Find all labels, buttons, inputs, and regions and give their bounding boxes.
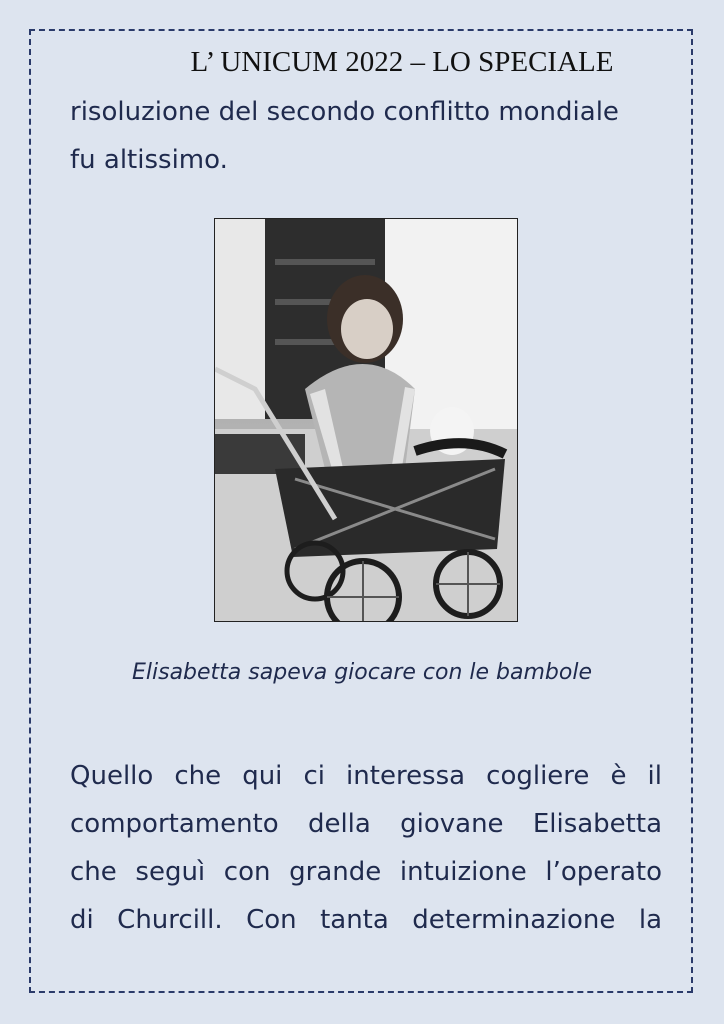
body-line: che seguì con grande intuizione l’operato	[70, 857, 662, 887]
photo-illustration	[215, 219, 518, 622]
page-header	[0, 46, 724, 79]
photo-caption: Elisabetta sapeva giocare con le bambole	[131, 660, 592, 685]
body-paragraph	[70, 752, 662, 944]
body-line: di Churcill. Con tanta determinazione la	[70, 905, 662, 935]
body-line: Quello che qui ci interessa cogliere è il	[70, 761, 662, 791]
intro-line: risoluzione del secondo conflitto mondiale	[70, 97, 619, 127]
header-title: L’ UNICUM 2022 – LO SPECIALE	[190, 46, 614, 78]
body-line: comportamento della giovane Elisabetta	[70, 809, 662, 839]
intro-line: fu altissimo.	[70, 145, 228, 175]
vintage-photo	[214, 218, 518, 622]
intro-paragraph	[70, 88, 670, 184]
